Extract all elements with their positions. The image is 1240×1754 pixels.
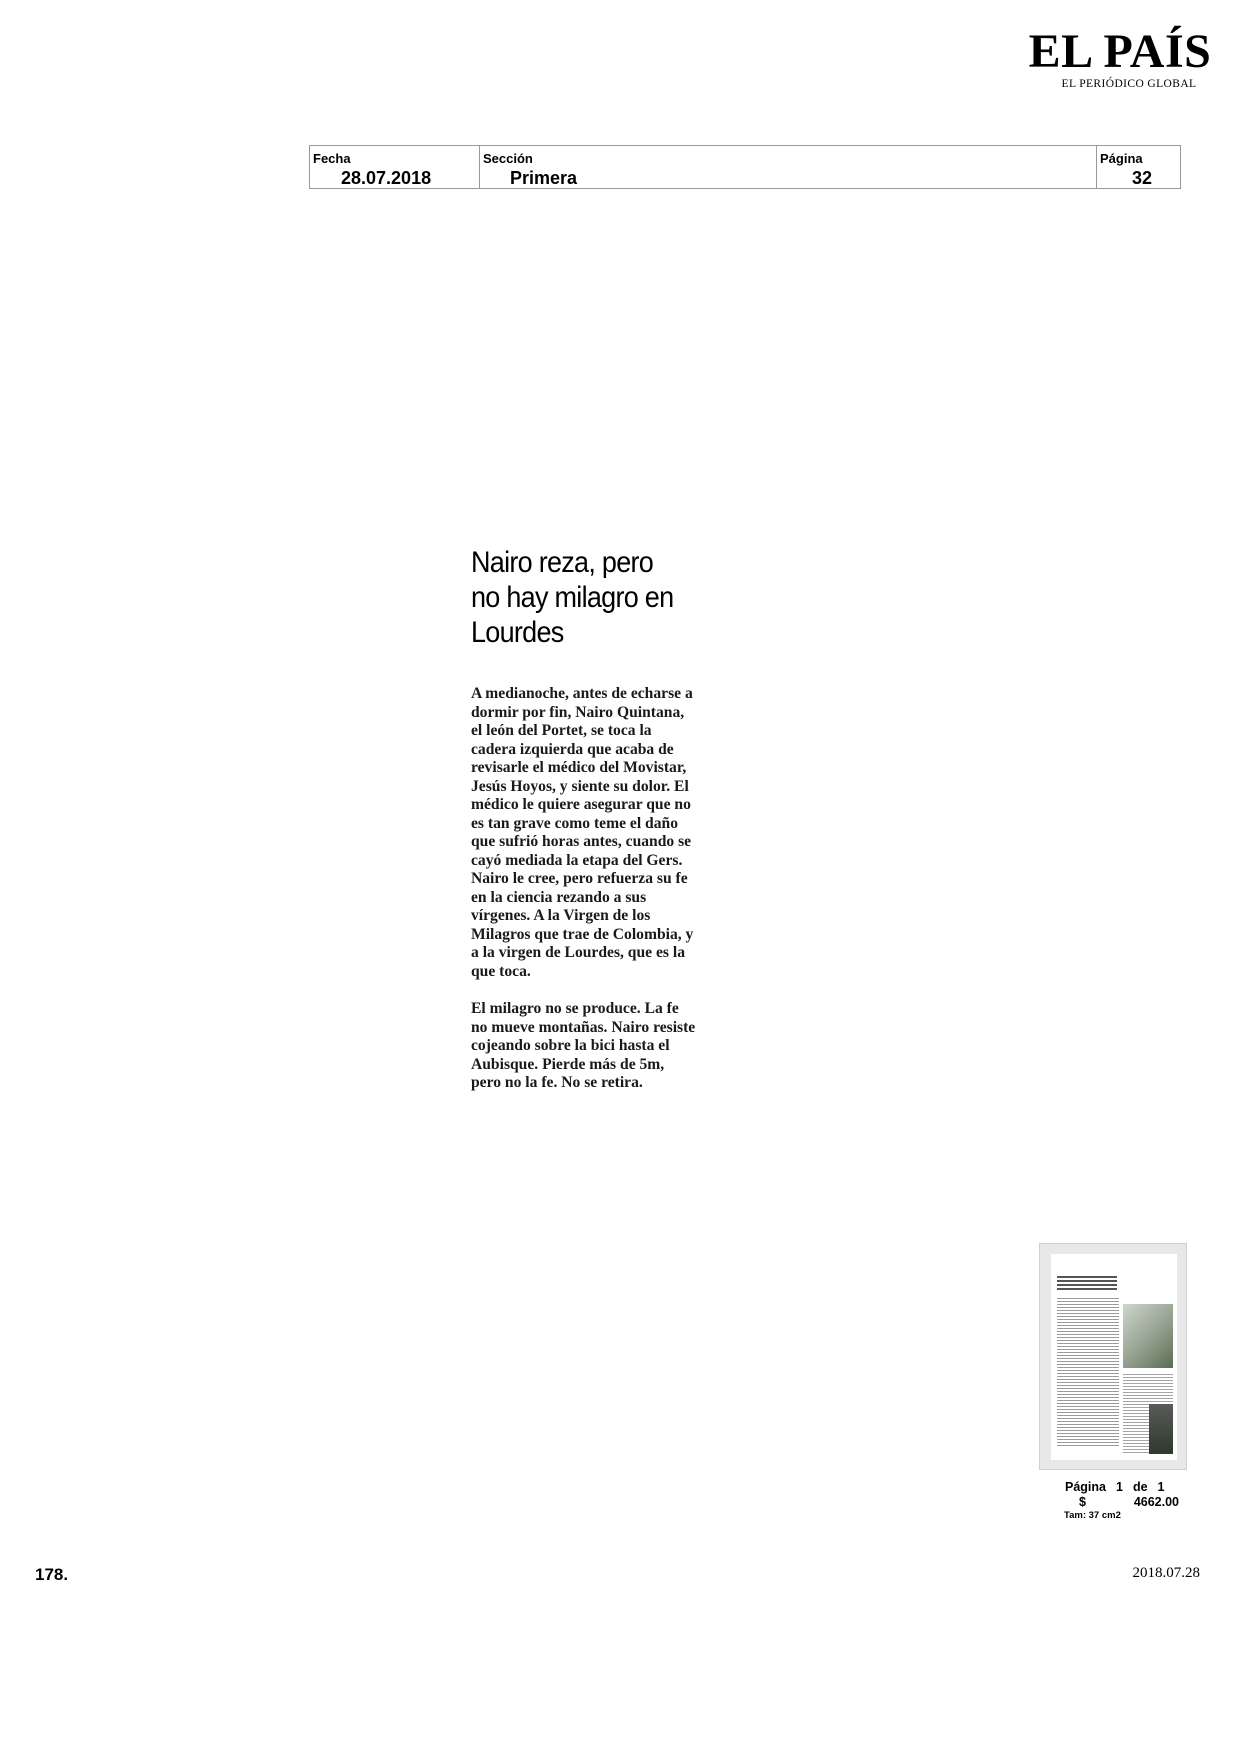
currency-symbol: $ — [1079, 1495, 1086, 1509]
clipping-number: 178. — [35, 1565, 69, 1584]
pagina-label: Página — [1065, 1480, 1106, 1494]
thumbnail-headline-block — [1057, 1276, 1117, 1290]
masthead-tagline: EL PERIÓDICO GLOBAL — [1061, 78, 1197, 90]
thumbnail-photo — [1123, 1304, 1173, 1368]
advertising-value: 4662.00 — [1133, 1495, 1179, 1509]
section-label: Sección — [483, 151, 533, 166]
date-cell — [310, 146, 480, 188]
page-value: 32 — [1131, 168, 1152, 188]
article-headline: Nairo reza, pero no hay milagro en Lourdes — [471, 546, 674, 649]
size-info: Tam: 37 cm2 — [1064, 1510, 1121, 1521]
article-paragraph: El milagro no se produce. La fe no mueve montañas. Nairo resiste cojeando sobre la bici hasta el Aubisque. Pierde más de 5m, pero no la fe. No se retira. — [471, 1000, 696, 1091]
masthead — [1022, 25, 1218, 90]
footer-date: 2018.07.28 — [1132, 1565, 1200, 1581]
section-cell — [480, 146, 1097, 188]
article — [471, 545, 696, 1093]
thumbnail-text-columns — [1057, 1298, 1119, 1448]
el-pais-logo: EL PAÍS — [1028, 25, 1212, 78]
pagina-current: 1 — [1116, 1480, 1123, 1494]
date-label: Fecha — [313, 151, 351, 166]
section-value: Primera — [510, 168, 578, 188]
date-value: 28.07.2018 — [341, 168, 432, 188]
page-count-row — [1065, 1480, 1189, 1494]
de-label: de — [1132, 1480, 1148, 1494]
page-info — [1059, 1480, 1189, 1521]
page-cell — [1097, 146, 1180, 188]
thumbnail-page — [1051, 1254, 1177, 1460]
thumbnail-photo-small — [1149, 1404, 1173, 1454]
pagina-total: 1 — [1157, 1480, 1165, 1494]
value-row — [1079, 1495, 1179, 1509]
page-thumbnail-image — [1039, 1243, 1187, 1470]
page-label: Página — [1100, 151, 1143, 166]
clipping-metadata-table — [309, 145, 1181, 189]
article-paragraph: A medianoche, antes de echarse a dormir por fin, Nairo Quintana, el león del Portet, se toca la cadera izquierda que acaba de revisarle el médico del Movistar, Jesús Hoyos, y siente su dolor. El médico le quiere asegurar que no es tan grave como teme el daño que sufrió horas antes, cuando se cayó mediada la etapa del Gers. Nairo le cree, pero refuerza su fe en la ciencia rezando a sus vírgenes. A la Virgen de los Milagros que trae de Colombia, y a la virgen de Lourdes, que es la que toca. — [471, 685, 694, 980]
